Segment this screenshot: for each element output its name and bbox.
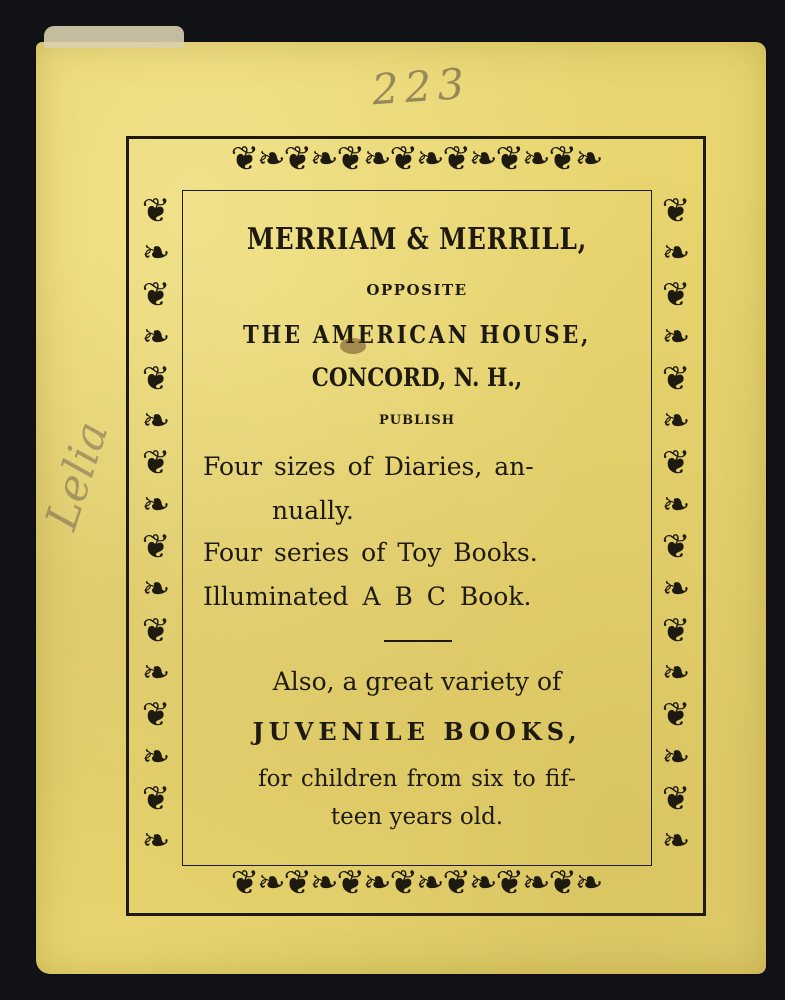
age-line: teen years old. (330, 804, 504, 830)
border-scroll-top: ❦❧❦❧❦❧❦❧❦❧❦❧❦❧ (230, 142, 602, 179)
border-scroll-bottom: ❦❧❦❧❦❧❦❧❦❧❦❧❦❧ (230, 866, 602, 903)
city-name: CONCORD, N. H., (311, 363, 523, 392)
publish-label: PUBLISH (379, 413, 455, 428)
border-scroll-left: ❦❧❦❧❦❧❦❧❦❧❦❧❦❧❦❧ (141, 191, 171, 861)
also-line: Also, a great variety of (272, 667, 562, 696)
product-line: Illuminated A B C Book. (203, 582, 532, 611)
ink-stain (340, 338, 366, 354)
publisher-name: MERRIAM & MERRILL, (246, 222, 588, 257)
opposite-label: OPPOSITE (366, 281, 468, 299)
pencil-catalog-number: 223 (370, 58, 472, 115)
pencil-signature: Lelia (36, 415, 119, 536)
juvenile-books-heading: JUVENILE BOOKS, (252, 717, 582, 746)
product-line: nually. (272, 496, 354, 525)
children-line: for children from six to fif- (258, 766, 576, 792)
border-scroll-right: ❦❧❦❧❦❧❦❧❦❧❦❧❦❧❦❧ (661, 191, 691, 861)
product-line: Four sizes of Diaries, an- (203, 452, 534, 481)
torn-corner (44, 26, 184, 48)
house-name: THE AMERICAN HOUSE, (243, 320, 591, 349)
divider-rule (384, 640, 452, 642)
product-line: Four series of Toy Books. (203, 538, 538, 567)
